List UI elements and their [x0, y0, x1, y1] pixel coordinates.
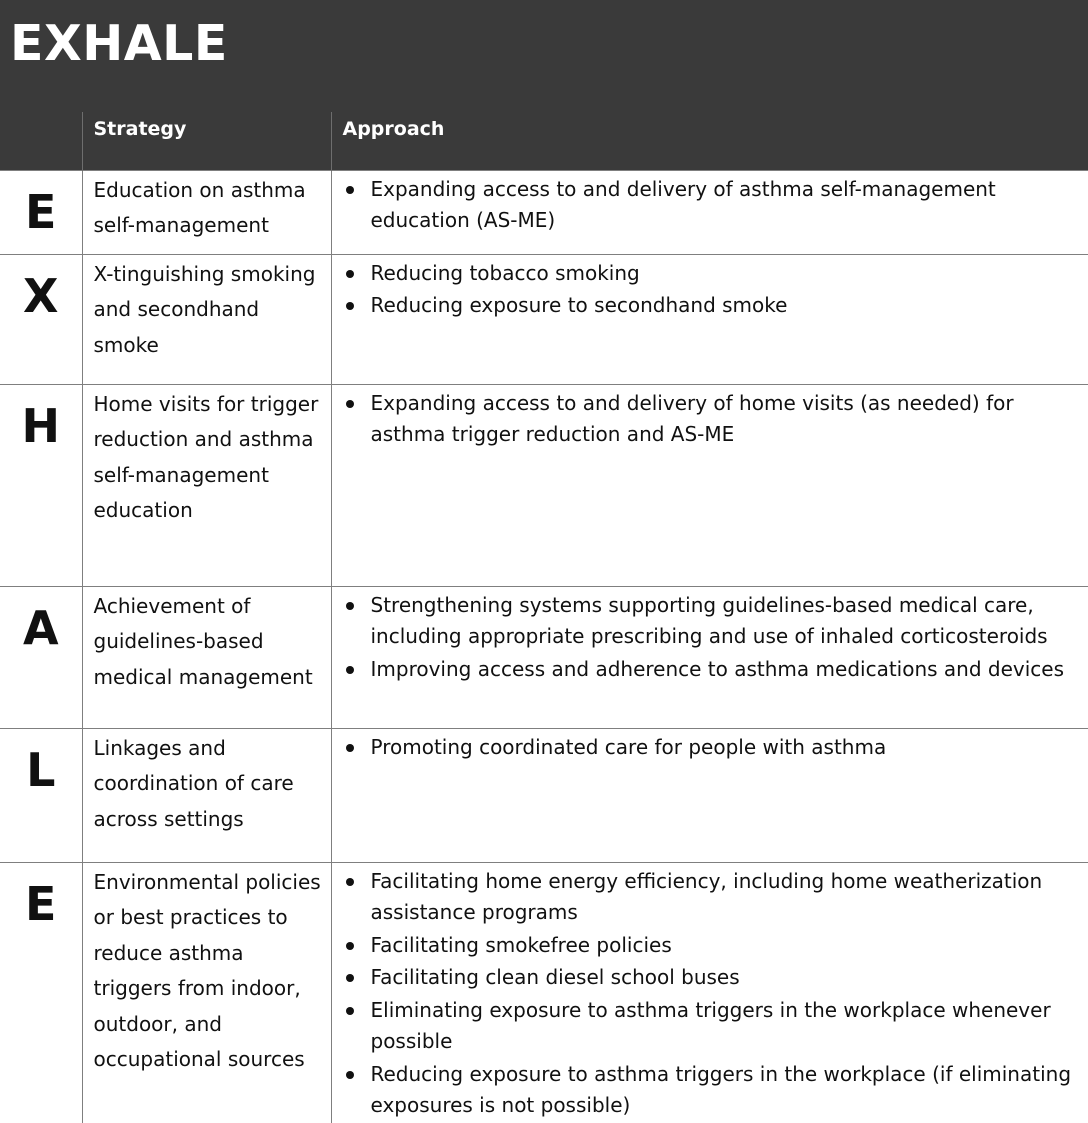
approach-item	[342, 388, 1079, 451]
approach-text: Facilitating smokefree policies	[370, 932, 672, 957]
row-strategy: Environmental policies or best practices to reduce asthma triggers from indoor, outdoor, and occupational sources	[82, 862, 331, 1123]
approach-item	[342, 258, 1079, 290]
approach-text: Reducing exposure to asthma triggers in the workplace (if eliminating exposures is not possible)	[370, 1061, 1072, 1117]
title-bar	[0, 0, 1088, 112]
approach-text: Facilitating clean diesel school buses	[370, 965, 740, 989]
approach-item	[342, 1059, 1079, 1122]
approach-text: Reducing exposure to secondhand smoke	[370, 293, 788, 317]
row-letter: L	[0, 728, 82, 862]
row-approach	[331, 170, 1088, 254]
header-row	[0, 112, 1088, 170]
header-letter-cell	[0, 112, 82, 170]
approach-item	[342, 866, 1079, 929]
bullet-icon	[346, 270, 354, 278]
approach-item	[342, 962, 1079, 994]
row-approach	[331, 728, 1088, 862]
approach-item	[342, 290, 1079, 322]
table-header	[0, 112, 1088, 170]
table-row	[0, 586, 1088, 728]
approach-list	[342, 732, 1079, 764]
page-title: EXHALE	[10, 15, 228, 72]
bullet-icon	[346, 1007, 354, 1015]
approach-text: Improving access and adherence to asthma medications and devices	[370, 656, 1065, 681]
approach-list	[342, 174, 1079, 237]
row-letter: E	[0, 862, 82, 1123]
strategy-table	[0, 112, 1088, 1123]
bullet-icon	[346, 666, 354, 674]
bullet-icon	[346, 974, 354, 982]
approach-list	[342, 258, 1079, 322]
row-letter: A	[0, 586, 82, 728]
header-strategy: Strategy	[82, 112, 331, 170]
row-approach	[331, 862, 1088, 1123]
table-row	[0, 384, 1088, 586]
row-letter: E	[0, 170, 82, 254]
bullet-icon	[346, 878, 354, 886]
approach-list	[342, 866, 1079, 1122]
bullet-icon	[346, 186, 354, 194]
approach-text: Reducing tobacco smoking	[370, 260, 640, 285]
row-strategy: Achievement of guidelines-based medical management	[82, 586, 331, 728]
approach-text: Promoting coordinated care for people with asthma	[370, 734, 887, 759]
approach-item	[342, 995, 1079, 1058]
table-row	[0, 862, 1088, 1123]
row-letter: X	[0, 254, 82, 384]
approach-item	[342, 732, 1079, 764]
bullet-icon	[346, 602, 354, 610]
row-strategy: Home visits for trigger reduction and asthma self-management education	[82, 384, 331, 586]
table-row	[0, 254, 1088, 384]
approach-text: Facilitating home energy efficiency, including home weatherization assistance programs	[370, 868, 1043, 924]
approach-list	[342, 388, 1079, 451]
bullet-icon	[346, 302, 354, 310]
row-approach	[331, 586, 1088, 728]
approach-item	[342, 174, 1079, 237]
row-strategy: Education on asthma self-management	[82, 170, 331, 254]
approach-text: Strengthening systems supporting guidelines-based medical care, including appropriate prescribing and use of inhaled corticosteroids	[370, 592, 1048, 648]
bullet-icon	[346, 744, 354, 752]
header-approach: Approach	[331, 112, 1088, 170]
approach-item	[342, 930, 1079, 962]
row-approach	[331, 384, 1088, 586]
table-body	[0, 170, 1088, 1123]
approach-item	[342, 654, 1079, 686]
table-row	[0, 170, 1088, 254]
bullet-icon	[346, 1071, 354, 1079]
table-row	[0, 728, 1088, 862]
approach-text: Eliminating exposure to asthma triggers in the workplace whenever possible	[370, 997, 1051, 1053]
bullet-icon	[346, 400, 354, 408]
row-letter: H	[0, 384, 82, 586]
bullet-icon	[346, 942, 354, 950]
approach-text: Expanding access to and delivery of home visits (as needed) for asthma trigger reduction and AS-ME	[370, 390, 1014, 446]
row-strategy: X-tinguishing smoking and secondhand smoke	[82, 254, 331, 384]
row-strategy: Linkages and coordination of care across settings	[82, 728, 331, 862]
approach-text: Expanding access to and delivery of asthma self-management education (AS-ME)	[370, 176, 996, 232]
approach-item	[342, 590, 1079, 653]
approach-list	[342, 590, 1079, 686]
row-approach	[331, 254, 1088, 384]
